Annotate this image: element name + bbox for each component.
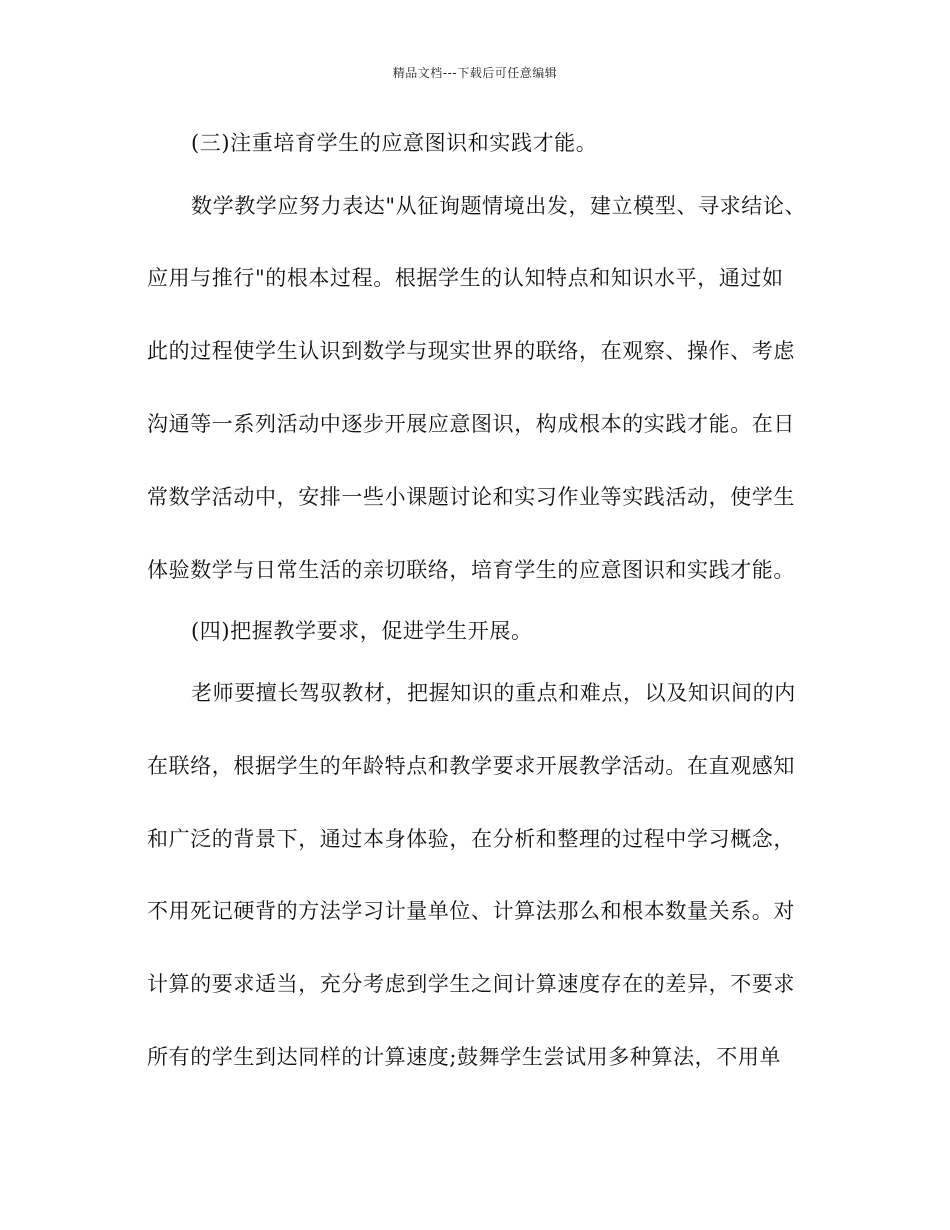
paragraph-line: 和广泛的背景下，通过本身体验，在分析和整理的过程中学习概念， [147, 827, 795, 851]
paragraph-line: 在联络，根据学生的年龄特点和教学要求开展教学活动。在直观感知 [147, 754, 795, 778]
paragraph-line: 不用死记硬背的方法学习计量单位、计算法那么和根本数量关系。对 [147, 899, 795, 923]
paragraph-line: 体验数学与日常生活的亲切联络，培育学生的应意图识和实践才能。 [147, 558, 795, 582]
paragraph-line: 老师要擅长驾驭教材，把握知识的重点和难点，以及知识间的内 [191, 681, 796, 705]
section-heading-3: (三)注重培育学生的应意图识和实践才能。 [191, 131, 598, 155]
paragraph-line: 计算的要求适当，充分考虑到学生之间计算速度存在的差异，不要求 [147, 972, 795, 996]
paragraph-line: 常数学活动中，安排一些小课题讨论和实习作业等实践活动，使学生 [147, 485, 795, 509]
page-header: 精品文档---下载后可任意编辑 [392, 66, 558, 80]
paragraph-line: 应用与推行"的根本过程。根据学生的认知特点和知识水平，通过如 [147, 266, 784, 290]
paragraph-line: 沟通等一系列活动中逐步开展应意图识，构成根本的实践才能。在日 [147, 412, 795, 436]
section-heading-4: (四)把握教学要求，促进学生开展。 [191, 619, 533, 643]
paragraph-line: 此的过程使学生认识到数学与现实世界的联络，在观察、操作、考虑 [147, 339, 795, 363]
paragraph-line: 所有的学生到达同样的计算速度;鼓舞学生尝试用多种算法，不用单 [147, 1045, 782, 1069]
paragraph-line: 数学教学应努力表达"从征询题情境出发，建立模型、寻求结论、 [191, 194, 807, 218]
